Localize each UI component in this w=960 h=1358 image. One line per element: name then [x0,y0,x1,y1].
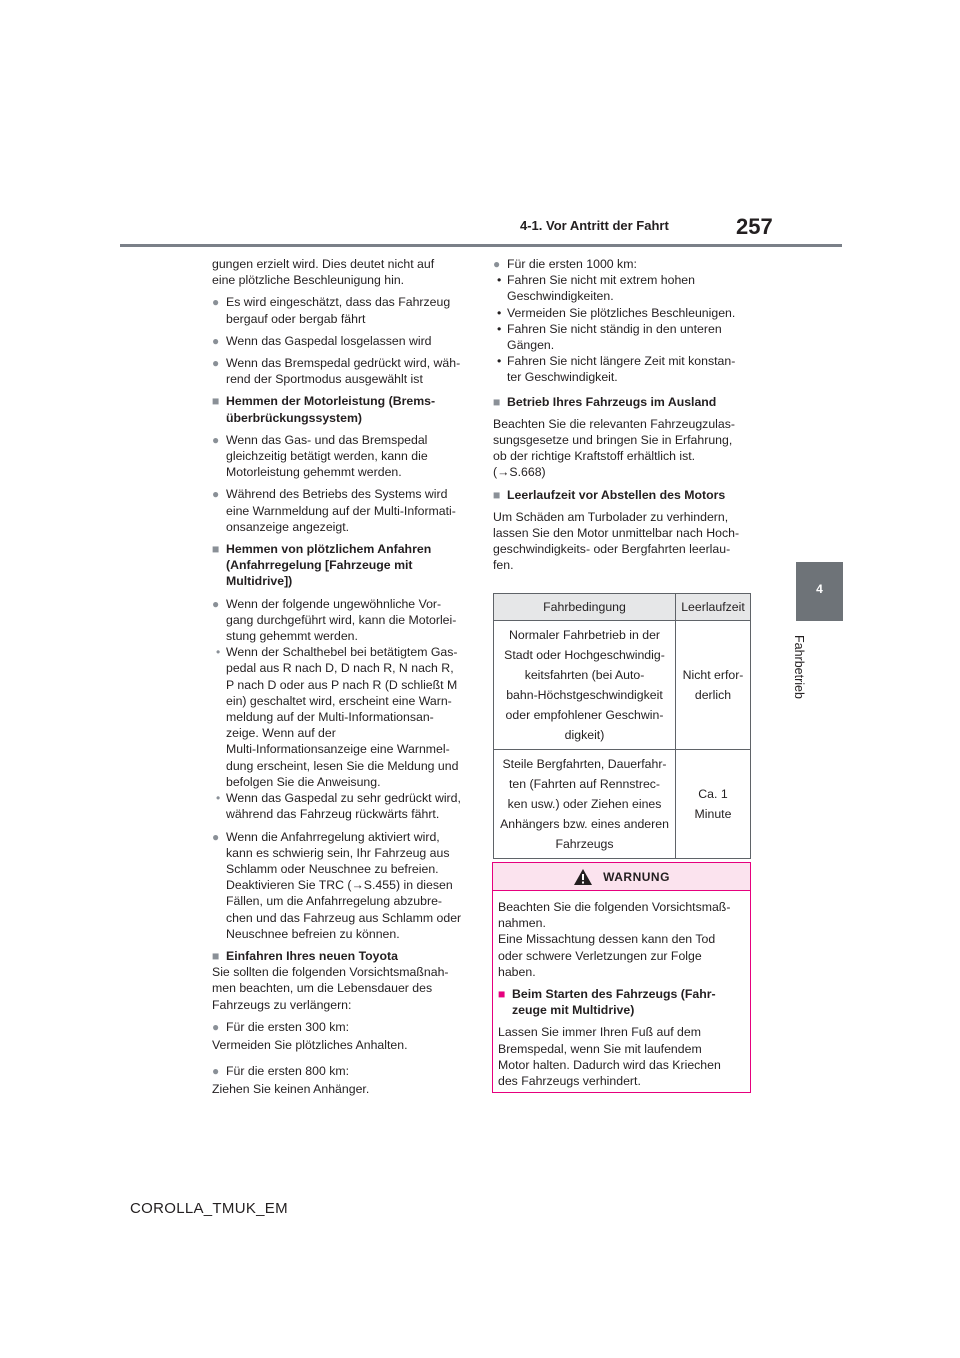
bullet-item [493,256,755,272]
bullet-item [212,333,474,349]
table-row [494,750,751,859]
text-line: (→S.668) [493,465,546,480]
text-line: Steile Bergfahrten, Dauerfahr- [502,757,667,771]
warning-body [493,891,750,1089]
chapter-tab[interactable] [796,562,843,621]
bullet-item [212,355,474,387]
text-line: Schlamm oder Neuschnee zu befreien. [226,861,439,876]
text-line: Beim Starten des Fahrzeugs (Fahr- [512,987,716,1002]
text-line: Motorleistung gehemmt werden. [226,465,402,480]
text-line: Motor halten. Dadurch wird das Kriechen [498,1057,721,1072]
text-line: ob der richtige Kraftstoff erhältlich ist. [493,449,696,464]
text-line: Fahrzeugs [555,837,614,851]
text-line: Anhängers bzw. eines anderen [500,817,669,831]
text-line: Ziehen Sie keinen Anhänger. [212,1082,370,1097]
section-heading [493,487,755,503]
text-line: Um Schäden am Turbolader zu verhindern, [493,509,729,524]
warning-intro [498,899,745,980]
text-line: ken usw.) oder Ziehen eines [507,797,662,811]
section-heading [212,948,474,964]
bullet-item [212,829,474,942]
table-cell [676,750,751,859]
text-line: während das Fahrzeug rückwärts fährt. [226,807,440,822]
text-line: Während des Betriebs des Systems wird [226,487,448,502]
table-cell [676,621,751,750]
text-line: digkeit) [564,728,605,742]
dot-icon: • [497,273,502,288]
square-bullet-icon: ■ [212,394,220,409]
bullet-icon: ● [212,1019,220,1034]
bullet-icon: ● [212,356,220,371]
text-line: Beachten Sie die relevanten Fahrzeugzulas- [493,416,735,431]
text-line: Leerlaufzeit vor Abstellen des Motors [507,487,726,502]
dash-item [493,321,755,353]
text-line: Für die ersten 1000 km: [507,257,637,271]
text-line: fen. [493,558,514,573]
table-header-row [494,594,751,621]
text-line: geschwindigkeits- oder Bergfahrten leerlau- [493,542,731,557]
dot-icon: • [497,305,502,320]
paragraph [493,416,755,481]
text-line: Fahrzeugs zu verlängern: [212,997,352,1012]
square-bullet-icon: ■ [493,394,501,409]
text-line: lassen Sie den Motor unmittelbar nach Hoch- [493,526,740,541]
text-line: oder schwere Verletzungen zur Folge [498,948,702,963]
text-line: Hemmen von plötzlichem Anfahren [226,542,432,557]
text-line: Lassen Sie immer Ihren Fuß auf dem [498,1025,701,1040]
text-line: Wenn der folgende ungewöhnliche Vor- [226,596,442,611]
text-line: Fahren Sie nicht mit extrem hohen [507,273,695,288]
section-header: 4-1. Vor Antritt der Fahrt [520,218,669,233]
text-line: Bremspedal, wenn Sie mit laufendem [498,1041,702,1056]
text-line: Multidrive]) [226,574,293,589]
text-line: Multi-Informationsanzeige eine Warnmel- [226,742,450,757]
section-heading [212,393,474,425]
bullet-item [212,1019,474,1035]
text-line: Betrieb Ihres Fahrzeugs im Ausland [507,394,717,409]
paragraph [212,1081,474,1097]
text-line: Geschwindigkeiten. [507,289,614,304]
page-number: 257 [736,214,773,239]
table-row [494,621,751,750]
text-line: oder empfohlener Geschwin- [505,708,664,722]
left-column [212,256,474,1104]
bullet-icon: ● [493,257,501,271]
paragraph [212,964,474,1013]
bullet-icon: ● [212,432,220,447]
warning-box [492,862,751,1093]
text-line: eine Warnmeldung auf der Multi-Informati- [226,503,456,518]
chapter-number: 4 [816,582,823,596]
text-line: men beachten, um die Lebensdauer des [212,981,433,996]
warning-header [493,863,750,891]
chapter-label: Fahrbetrieb [792,635,806,699]
text-line: chen und das Fahrzeug aus Schlamm oder [226,910,462,925]
text-line: onsanzeige angezeigt. [226,519,350,534]
square-bullet-icon: ■ [498,987,506,1002]
text-line: Wenn das Gaspedal losgelassen wird [226,333,432,348]
bullet-item [212,294,474,326]
dash-item [493,305,755,321]
dot-icon: • [497,354,502,369]
bullet-item [212,1063,474,1079]
text-line: gleichzeitig betätigt werden, kann die [226,449,428,464]
bullet-item [212,486,474,535]
text-line: Einfahren Ihres neuen Toyota [226,948,398,963]
table-header-cell: Leerlaufzeit [676,594,751,621]
text-line: dung erscheint, lesen Sie die Meldung und [226,758,459,773]
text-line: Für die ersten 300 km: [226,1019,350,1034]
section-heading [493,394,755,410]
text-line: Für die ersten 800 km: [226,1064,350,1079]
warning-title: WARNUNG [603,869,670,884]
text-line: Wenn das Bremspedal gedrückt wird, wäh- [226,356,461,371]
bullet-icon: ● [212,829,220,844]
text-line: Eine Missachtung dessen kann den Tod [498,932,716,947]
text-line: Fällen, um die Anfahrregelung abzubre- [226,894,443,909]
text-line: Wenn das Gaspedal zu sehr gedrückt wird, [226,791,461,806]
text-line: Normaler Fahrbetrieb in der [508,628,661,642]
text-line: gang durchgeführt wird, kann die Motorlei- [226,612,457,627]
header-rule [120,244,842,247]
text-line: P nach D oder aus P nach R (D schließt M [226,677,458,692]
text-line: Wenn der Schalthebel bei betätigtem Gas- [226,645,458,660]
text-line: des Fahrzeugs verhindert. [498,1074,641,1089]
text-line: Vermeiden Sie plötzliches Beschleunigen. [507,305,736,320]
square-bullet-icon: ■ [212,948,220,963]
dash-item [493,272,755,304]
text-line: Neuschnee befreien zu können. [226,926,400,941]
text-line: Nicht erfor- [682,668,744,682]
dot-icon: • [216,791,221,806]
text-line: zeuge mit Multidrive) [512,1003,635,1018]
text-line: Fahren Sie nicht ständig in den unteren [507,321,722,336]
text-line: meldung auf der Multi-Informationsan- [226,710,434,725]
dot-icon: • [497,321,502,336]
text-line: Gängen. [507,338,555,353]
text-line: keitsfahrten (bei Auto- [524,668,645,682]
text-line: ter Geschwindigkeit. [507,370,618,385]
text-line: pedal aus R nach D, D nach R, N nach R, [226,661,454,676]
text-line: Ca. 1 [698,787,728,801]
text-line: kann es schwierig sein, Ihr Fahrzeug aus [226,845,450,860]
paragraph [493,509,755,574]
table-cell [494,621,676,750]
bullet-icon: ● [212,295,220,310]
bullet-item [212,432,474,481]
text-line: Wenn die Anfahrregelung aktiviert wird, [226,829,440,844]
square-bullet-icon: ■ [493,487,501,502]
text-line: gungen erzielt wird. Dies deutet nicht auf [212,257,435,271]
text-line: ten (Fahrten auf Rennstrec- [508,777,661,791]
text-line: befolgen Sie die Anweisung. [226,774,381,789]
dot-icon: • [216,645,221,660]
bullet-item [212,596,474,823]
text-line: Deaktivieren Sie TRC (→S.455) in diesen [226,878,453,893]
bullet-icon: ● [212,1064,220,1079]
text-line: überbrückungssystem) [226,410,362,425]
paragraph [212,1037,474,1053]
text-line: derlich [694,688,732,702]
text-line: bahn-Höchstgeschwindigkeit [506,688,663,702]
text-line: eine plötzliche Beschleunigung hin. [212,273,405,288]
table-cell [494,750,676,859]
text-line: Hemmen der Motorleistung (Brems- [226,394,436,409]
square-bullet-icon: ■ [212,542,220,557]
section-heading [212,541,474,590]
text-line: haben. [498,964,536,979]
right-column [493,256,755,580]
idle-time-table [493,593,751,859]
text-line: ein) geschaltet wird, erscheint eine Warn- [226,693,452,708]
bullet-icon: ● [212,333,220,348]
warning-paragraph [498,1024,745,1089]
text-line: Es wird eingeschätzt, dass das Fahrzeug [226,295,451,310]
text-line: Sie sollten die folgenden Vorsichtsmaßnah- [212,965,449,980]
intro-paragraph [212,256,474,288]
model-code: COROLLA_TMUK_EM [130,1200,288,1217]
text-line: zeige. Wenn auf der [226,726,336,741]
text-line: Fahren Sie nicht längere Zeit mit konstan- [507,354,736,369]
bullet-icon: ● [212,487,220,502]
bullet-icon: ● [212,596,220,611]
text-line: bergauf oder bergab fährt [226,311,366,326]
text-line: (Anfahrregelung [Fahrzeuge mit [226,558,413,573]
dash-item [212,644,474,790]
text-line: Minute [694,807,732,821]
text-line: Vermeiden Sie plötzliches Anhalten. [212,1037,408,1052]
text-line: Beachten Sie die folgenden Vorsichtsmaß- [498,900,731,914]
text-line: sungsgesetze und bringen Sie in Erfahrung, [493,433,733,448]
text-line: Stadt oder Hochgeschwindig- [504,648,665,662]
dash-item [212,790,474,822]
warning-triangle-icon [573,868,593,886]
dash-item [493,353,755,385]
text-line: stung gehemmt werden. [226,629,358,644]
text-line: Wenn das Gas- und das Bremspedal [226,432,428,447]
text-line: nahmen. [498,916,546,931]
text-line: rend der Sportmodus ausgewählt ist [226,372,423,387]
warning-section-heading [498,986,745,1018]
table-header-cell: Fahrbedingung [494,594,676,621]
